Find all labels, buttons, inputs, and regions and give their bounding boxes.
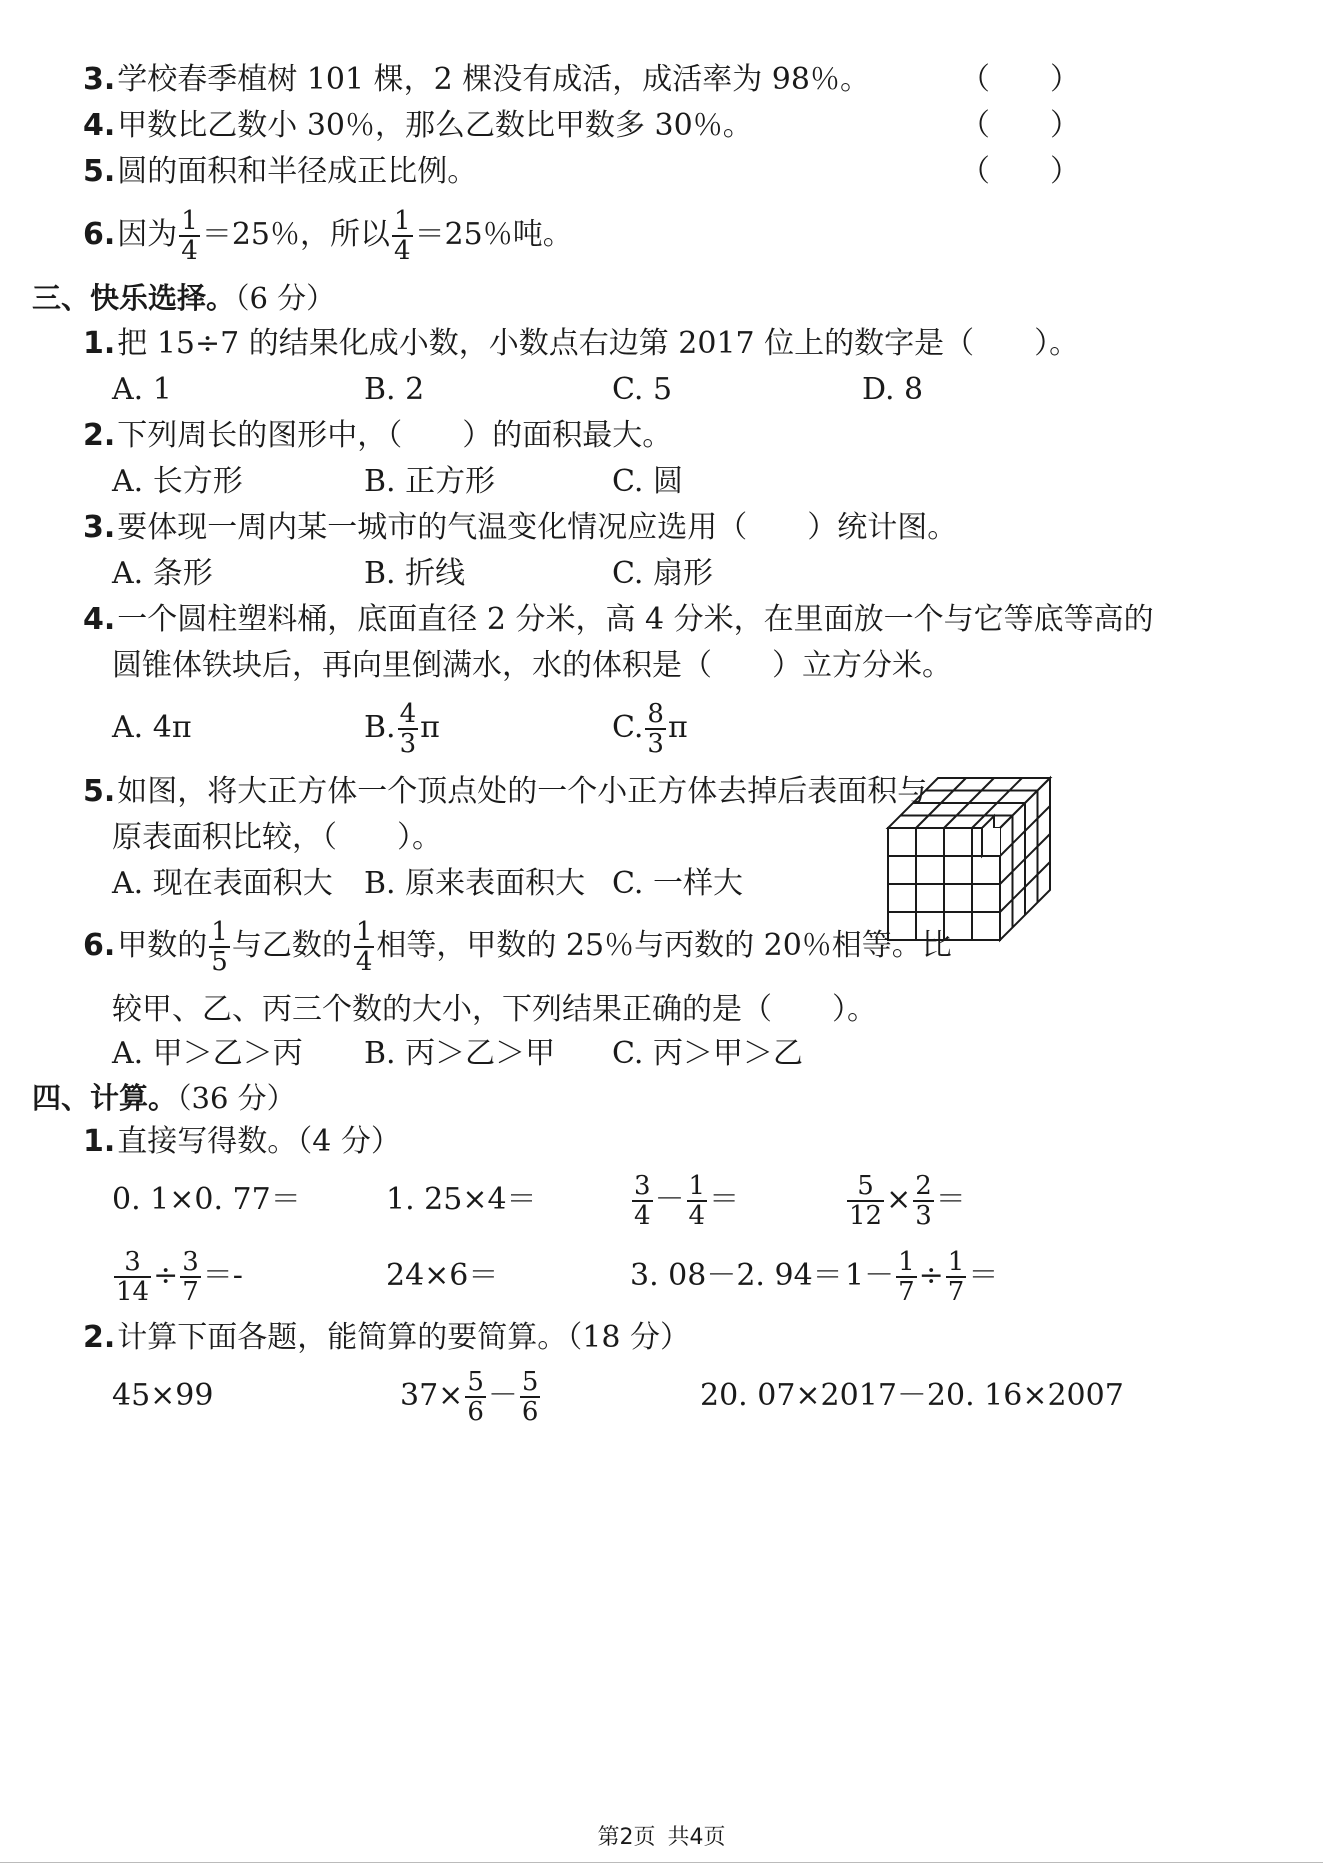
fraction (114, 1248, 151, 1306)
choice-q6-option-b[interactable]: B. 丙＞乙＞甲 (364, 1036, 556, 1071)
judge-item-4-answer[interactable]: （ ） (960, 108, 1080, 143)
fraction-denominator: 7 (898, 1277, 915, 1307)
choice-q3-number: 3. (83, 510, 116, 545)
fraction-numerator: 1 (394, 206, 411, 236)
option-label: C. (612, 710, 644, 745)
section-4-title: 四、计算。 (32, 1081, 178, 1115)
choice-q6-text-c: 相等，甲数的 25％与丙数的 20％相等。比 (376, 928, 952, 963)
judge-item-5-answer[interactable]: （ ） (960, 154, 1080, 189)
equals: ＝- (202, 1258, 243, 1293)
bottom-divider (0, 1862, 1323, 1863)
fraction-denominator: 3 (915, 1201, 932, 1231)
calc-expr-1: 0. 1×0. 77＝ (112, 1182, 301, 1217)
choice-q1 (83, 324, 1079, 364)
choice-q4-option-b[interactable] (364, 698, 440, 758)
pi-symbol: π (420, 710, 440, 745)
calc-expr-7: 3. 08－2. 94＝ (630, 1258, 843, 1293)
fraction-denominator: 7 (182, 1277, 199, 1307)
choice-q6-option-a[interactable]: A. 甲＞乙＞丙 (112, 1036, 303, 1071)
choice-q3-option-c[interactable]: C. 扇形 (612, 556, 713, 591)
calc-q2 (83, 1318, 690, 1358)
choice-q3 (83, 508, 957, 548)
prefix: 1－ (845, 1258, 895, 1293)
judge-item-3 (83, 60, 870, 100)
calc-q2-expr-2 (400, 1366, 542, 1426)
fraction-denominator: 4 (688, 1201, 706, 1231)
choice-q1-option-a[interactable]: A. 1 (112, 372, 172, 407)
judge-item-4-number: 4. (83, 108, 116, 143)
operator: － (487, 1378, 518, 1413)
fraction-numerator: 5 (467, 1367, 484, 1397)
fraction-denominator: 3 (399, 729, 417, 759)
equals: ＝ (709, 1182, 740, 1217)
calc-q2-number: 2. (83, 1320, 116, 1355)
judge-item-4 (83, 106, 753, 146)
choice-q4-line2: 圆锥体铁块后，再向里倒满水，水的体积是（ ）立方分米。 (112, 648, 952, 683)
choice-q3-text: 要体现一周内某一城市的气温变化情况应选用（ ）统计图。 (117, 510, 958, 545)
choice-q2-option-c[interactable]: C. 圆 (612, 464, 683, 499)
choice-q5-text-line1: 如图，将大正方体一个顶点处的一个小正方体去掉后表面积与 (117, 774, 928, 809)
choice-q4-number: 4. (83, 602, 116, 637)
fraction-numerator: 4 (399, 699, 417, 729)
fraction (392, 207, 413, 265)
section-4-heading (32, 1078, 296, 1118)
fraction (209, 918, 230, 976)
choice-q2-option-a[interactable]: A. 长方形 (112, 464, 243, 499)
section-3-points: （6 分） (235, 281, 336, 315)
fraction-denominator: 4 (355, 947, 373, 977)
fraction (520, 1368, 541, 1426)
fraction (687, 1172, 708, 1230)
choice-q6-text-a: 甲数的 (117, 928, 208, 963)
judge-item-6-text-b: ＝25％，所以 (201, 217, 391, 252)
fraction (896, 1248, 917, 1306)
operator: × (886, 1182, 912, 1217)
section-3-title: 三、快乐选择。 (32, 281, 236, 315)
choice-q5-option-a[interactable]: A. 现在表面积大 (112, 866, 333, 901)
equals: ＝ (968, 1258, 999, 1293)
fraction-denominator: 12 (849, 1201, 883, 1231)
fraction-numerator: 1 (181, 206, 198, 236)
calc-expr-3 (630, 1170, 739, 1230)
fraction-numerator: 3 (124, 1247, 141, 1277)
calc-q2-expr-1: 45×99 (112, 1378, 214, 1413)
fraction-numerator: 1 (688, 1171, 706, 1201)
judge-item-4-text: 甲数比乙数小 30％，那么乙数比甲数多 30％。 (117, 108, 753, 143)
calc-expr-6: 24×6＝ (386, 1258, 499, 1293)
fraction-denominator: 5 (211, 947, 228, 977)
choice-q6-option-c[interactable]: C. 丙＞甲＞乙 (612, 1036, 803, 1071)
fraction-numerator: 1 (947, 1247, 965, 1277)
choice-q1-text: 把 15÷7 的结果化成小数，小数点右边第 2017 位上的数字是（ ）。 (117, 326, 1080, 361)
calc-q1-number: 1. (83, 1124, 116, 1159)
fraction-numerator: 1 (211, 917, 228, 947)
calc-q1-text: 直接写得数。（4 分） (117, 1124, 401, 1159)
option-label: B. (364, 710, 396, 745)
judge-item-3-answer[interactable]: （ ） (960, 62, 1080, 97)
choice-q6-line2: 较甲、乙、丙三个数的大小，下列结果正确的是（ ）。 (112, 992, 877, 1027)
operator: ÷ (153, 1258, 179, 1293)
fraction-denominator: 14 (116, 1277, 150, 1307)
fraction (180, 1248, 201, 1306)
calc-expr-2: 1. 25×4＝ (386, 1182, 537, 1217)
choice-q5-option-b[interactable]: B. 原来表面积大 (364, 866, 586, 901)
fraction-numerator: 1 (355, 917, 373, 947)
fraction-denominator: 4 (181, 236, 198, 266)
fraction-numerator: 5 (521, 1367, 539, 1397)
fraction-denominator: 3 (647, 729, 664, 759)
fraction-numerator: 5 (857, 1171, 874, 1201)
choice-q2 (83, 416, 672, 456)
choice-q2-text: 下列周长的图形中，（ ）的面积最大。 (117, 418, 673, 453)
choice-q6-line1 (83, 916, 952, 976)
judge-item-5-number: 5. (83, 154, 116, 189)
page-footer (0, 1820, 1323, 1851)
fraction (398, 700, 419, 758)
choice-q3-option-b[interactable]: B. 折线 (364, 556, 466, 591)
calc-expr-4 (845, 1170, 966, 1230)
fraction (632, 1172, 653, 1230)
choice-q4-option-a[interactable]: A. 4π (112, 710, 192, 745)
fraction-numerator: 1 (898, 1247, 915, 1277)
fraction-denominator: 6 (521, 1397, 539, 1427)
operator: － (654, 1182, 685, 1217)
calc-q2-text: 计算下面各题，能简算的要简算。（18 分） (117, 1320, 690, 1355)
fraction (913, 1172, 934, 1230)
calc-q1 (83, 1122, 401, 1162)
equals: ＝ (935, 1182, 966, 1217)
judge-item-6-text-a: 因为 (117, 217, 178, 252)
section-3-heading (32, 278, 335, 318)
choice-q4-line1 (83, 600, 1154, 640)
fraction-numerator: 8 (647, 699, 664, 729)
fraction (465, 1368, 486, 1426)
choice-q4-option-c[interactable] (612, 698, 688, 758)
judge-item-3-number: 3. (83, 62, 116, 97)
calc-expr-8 (845, 1246, 998, 1306)
fraction (645, 700, 666, 758)
choice-q1-option-b[interactable]: B. 2 (364, 372, 425, 407)
page-number: 第2页 (597, 1825, 656, 1850)
prefix: 37× (400, 1378, 464, 1413)
choice-q2-option-b[interactable]: B. 正方形 (364, 464, 496, 499)
fraction (847, 1172, 884, 1230)
choice-q2-number: 2. (83, 418, 116, 453)
section-4-points: （36 分） (177, 1081, 296, 1115)
fraction (946, 1248, 967, 1306)
choice-q5-option-c[interactable]: C. 一样大 (612, 866, 743, 901)
fraction (354, 918, 375, 976)
judge-item-6-number: 6. (83, 217, 116, 252)
judge-item-3-text: 学校春季植树 101 棵，2 棵没有成活，成活率为 98％。 (117, 62, 870, 97)
fraction-denominator: 7 (947, 1277, 965, 1307)
fraction-denominator: 4 (634, 1201, 651, 1231)
page-total: 共4页 (667, 1825, 726, 1850)
judge-item-5-text: 圆的面积和半径成正比例。 (117, 154, 478, 189)
fraction-numerator: 3 (182, 1247, 199, 1277)
fraction-denominator: 4 (394, 236, 411, 266)
fraction-numerator: 2 (915, 1171, 932, 1201)
choice-q5-number: 5. (83, 774, 116, 809)
choice-q3-option-a[interactable]: A. 条形 (112, 556, 213, 591)
judge-item-5 (83, 152, 477, 192)
choice-q5-line2: 原表面积比较，（ ）。 (112, 820, 442, 855)
pi-symbol: π (667, 710, 688, 745)
judge-item-6 (83, 205, 573, 265)
choice-q4-text-line1: 一个圆柱塑料桶，底面直径 2 分米，高 4 分米，在里面放一个与它等底等高的 (117, 602, 1154, 637)
operator: ÷ (918, 1258, 944, 1293)
choice-q1-option-d[interactable]: D. 8 (862, 372, 924, 407)
calc-q2-expr-3: 20. 07×2017－20. 16×2007 (700, 1378, 1124, 1413)
choice-q5-line1 (83, 772, 927, 812)
choice-q6-text-b: 与乙数的 (231, 928, 352, 963)
choice-q1-option-c[interactable]: C. 5 (612, 372, 673, 407)
fraction-denominator: 6 (467, 1397, 484, 1427)
fraction (179, 207, 200, 265)
choice-q1-number: 1. (83, 326, 116, 361)
fraction-numerator: 3 (634, 1171, 651, 1201)
calc-expr-5 (112, 1246, 243, 1306)
judge-item-6-text-c: ＝25％吨。 (414, 217, 573, 252)
choice-q6-number: 6. (83, 928, 116, 963)
